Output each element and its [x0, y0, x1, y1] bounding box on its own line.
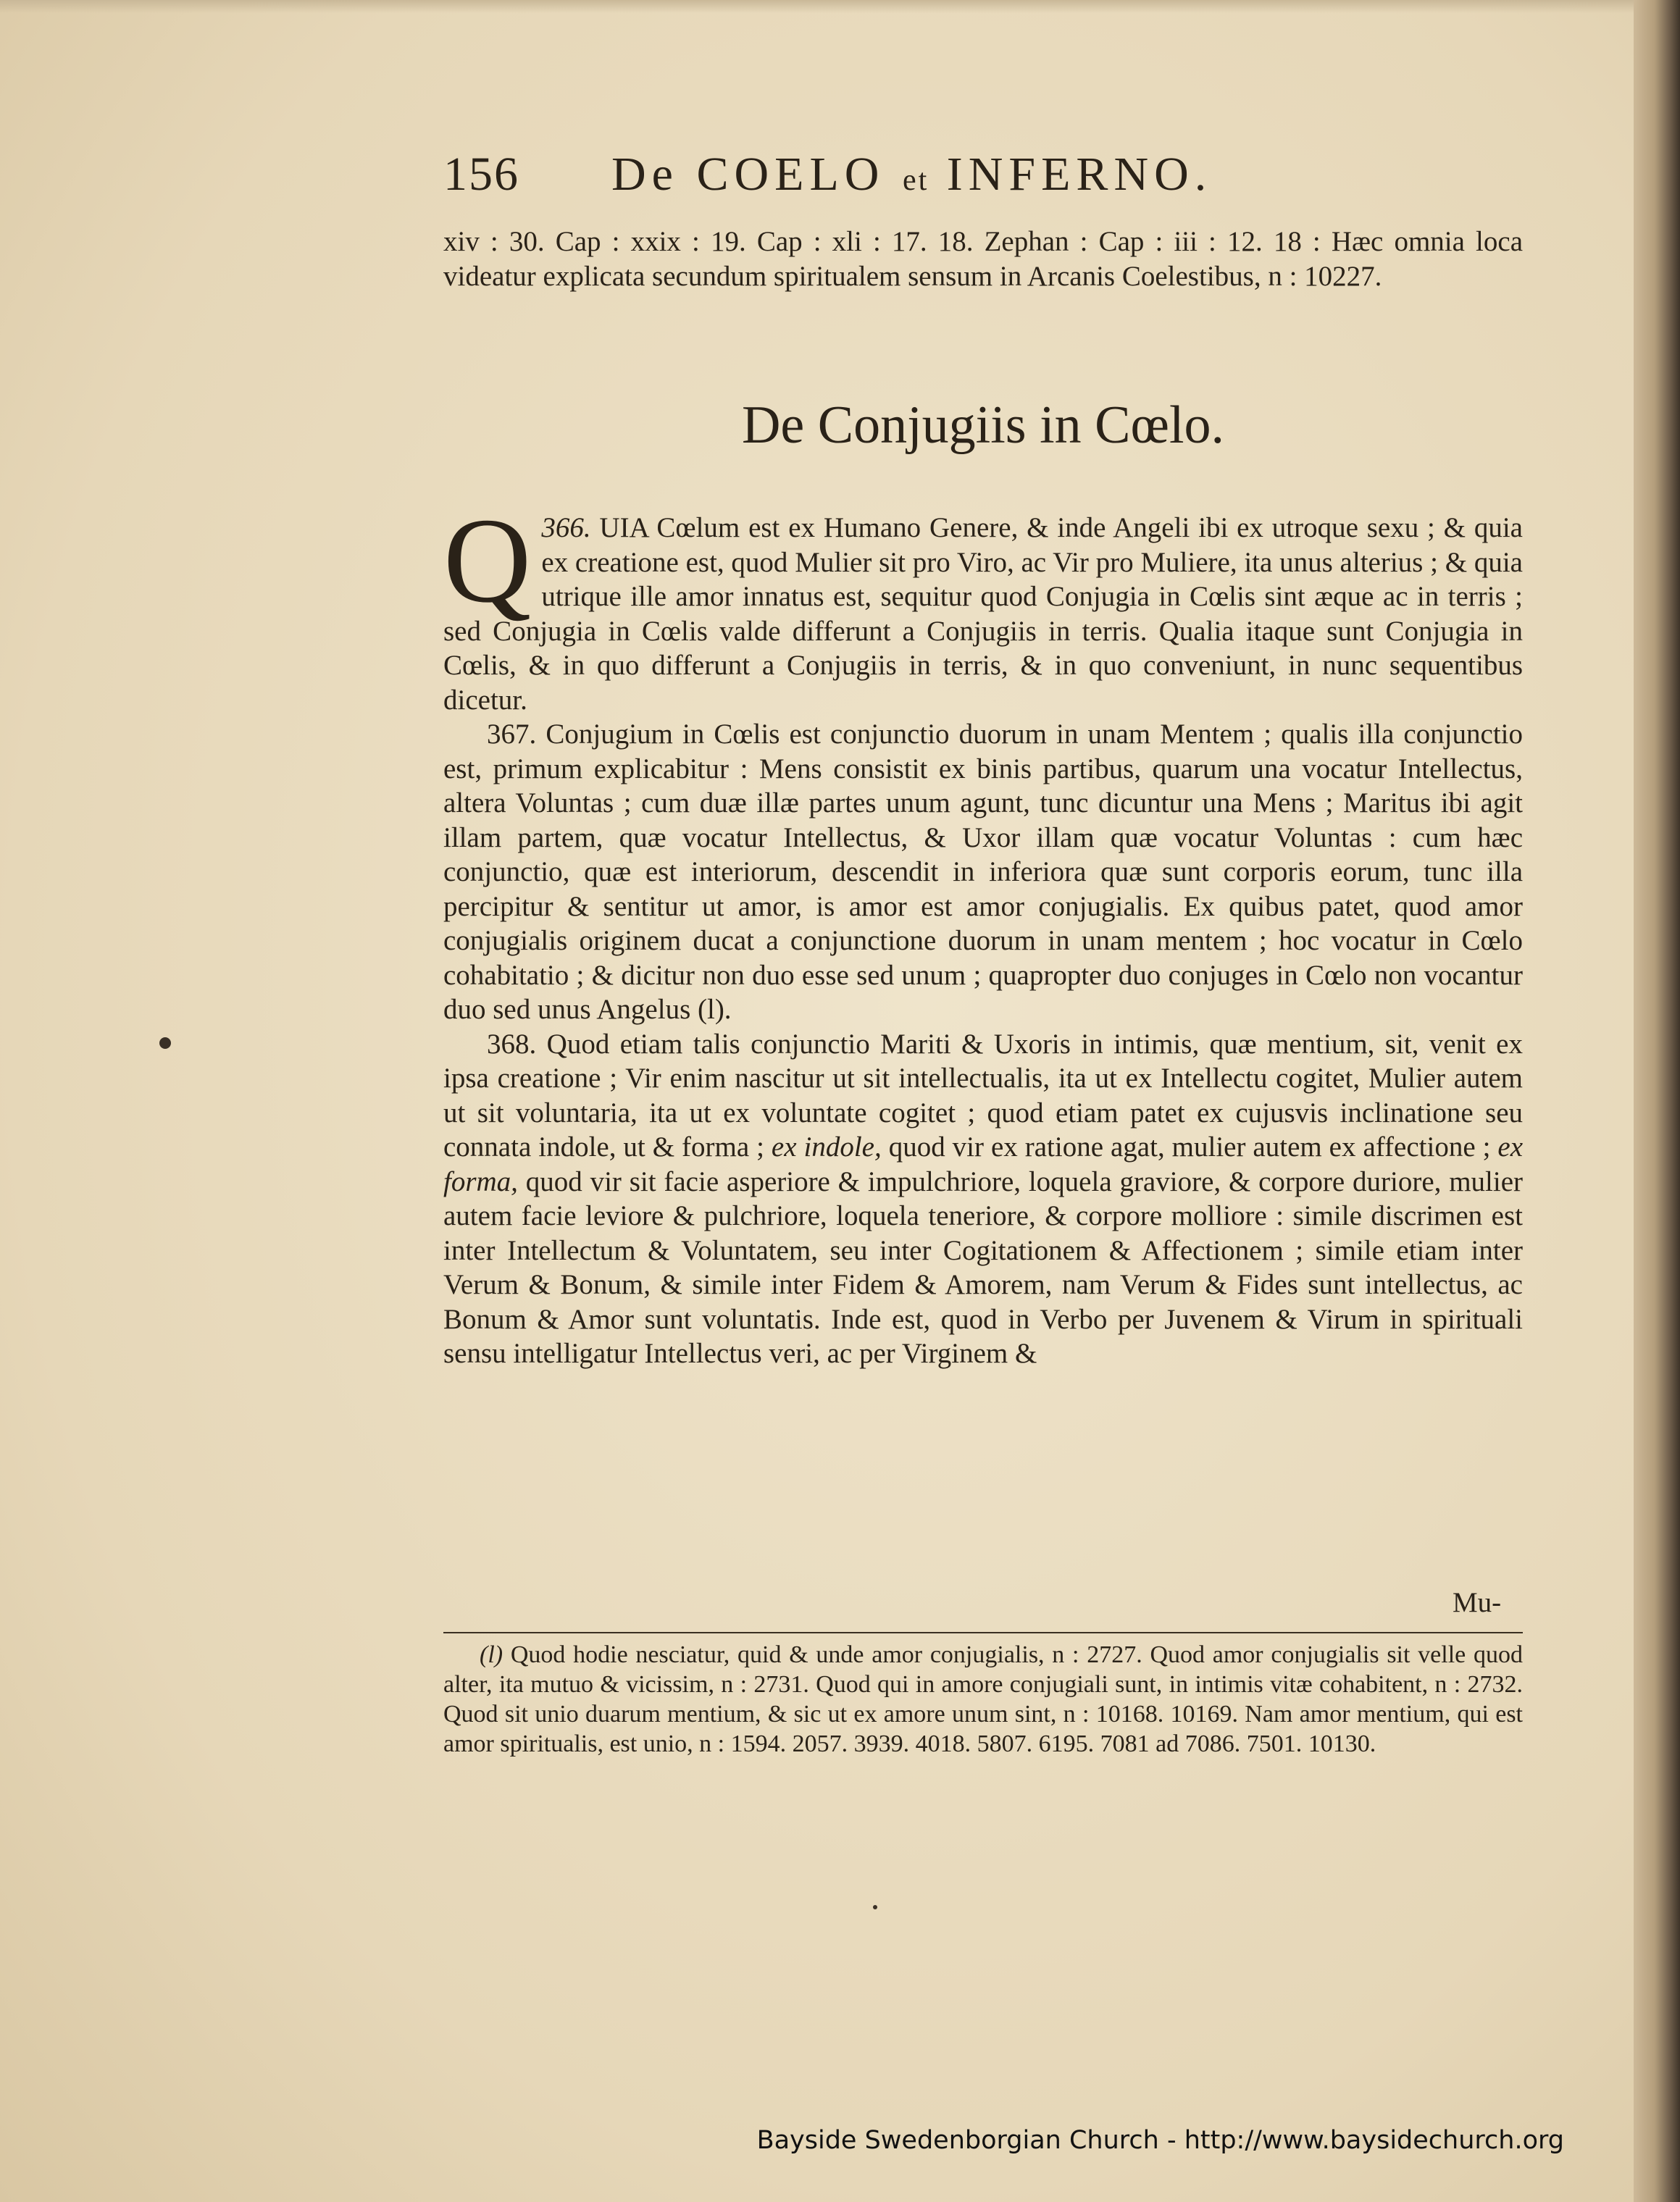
- page-top-edge: [0, 0, 1680, 13]
- paper-stain: [159, 1037, 171, 1049]
- watermark-credit: Bayside Swedenborgian Church - http://www.baysidechurch.org: [756, 2126, 1564, 2155]
- section-title: De Conjugiis in Cœlo.: [741, 395, 1225, 455]
- book-gutter-shadow: [1634, 0, 1680, 2202]
- paper-stain: [873, 1905, 877, 1909]
- running-title: [611, 147, 1212, 202]
- continuation-text: [443, 225, 1523, 293]
- footnote-paragraph: [443, 1640, 1523, 1759]
- italic-phrase: ex indole,: [771, 1131, 882, 1163]
- footnote-marker: (l): [480, 1641, 503, 1668]
- running-header: [443, 147, 1342, 202]
- paragraph-text: quod vir ex ratione agat, mulier autem ex affectione ;: [888, 1131, 1491, 1163]
- running-title-part: COELO: [696, 148, 885, 201]
- running-title-part: et: [902, 164, 929, 197]
- footnote-rule: [443, 1632, 1523, 1633]
- body-text: [443, 493, 1524, 1371]
- paragraph-366: [443, 493, 1523, 717]
- running-title-part: INFERNO.: [946, 148, 1213, 201]
- paragraph-number: 366.: [541, 512, 591, 543]
- paragraph-367: 367. Conjugium in Cœlis est conjunctio duorum in unam Mentem ; qualis illa conjunctio est, primum explicabitur : Mens consistit ex binis partibus, quarum una vocatur Intellectus, altera Voluntas ; cum duæ illæ partes unum agunt, tunc dicuntur una Mens ; Maritus ibi agit illam partem, quæ vocatur Intellectus, & Uxor illam quæ vocatur Voluntas : cum hæc conjunctio, quæ est interiorum, descendit in inferiora quæ sunt corporis eorum, tunc illa percipitur & sentitur ut amor, is amor est amor conjugialis. Ex quibus patet, quod amor conjugialis originem ducat a conjunctione duorum in unam mentem ; hoc vocatur in Cœlo cohabitatio ; & dicitur non duo esse sed unum ; quapropter duo conjuges in Cœlo non vocantur duo sed unus Angelus (l).: [443, 719, 1523, 1025]
- continuation-paragraph: xiv : 30. Cap : xxix : 19. Cap : xli : 17. 18. Zephan : Cap : iii : 12. 18 : Hæc omnia loca videatur explicata secundum spiritualem sensum in Arcanis Coelestibus, n : 10227.: [443, 226, 1523, 292]
- page-number: 156: [443, 148, 519, 201]
- paragraph-368: [443, 1027, 1523, 1371]
- paragraph-text: 368. Quod etiam talis conjunctio Mariti & Uxoris in intimis, quæ mentium, sit, venit ex ipsa creatione ; Vir enim nascitur ut sit intellectualis, ita ut ex Intellectu cogitet, Mulier autem ut sit voluntaria, ita ut ex voluntate cogitet ; quod etiam patet ex cujusvis inclinatione seu connata indole, ut & forma ;: [443, 1028, 1523, 1163]
- paragraph-text: quod vir sit facie asperiore & impulchriore, loquela graviore, & corpore duriore, mulier autem facie leviore & pulchriore, loquela teneriore, & corpore molliore : simile discrimen est inter Intellectum & Voluntatem, seu inter Cogitationem & Affectionem ; simile etiam inter Verum & Bonum, & simile inter Fidem & Amorem, nam Verum & Fides sunt intellectus, ac Bonum & Amor sunt voluntatis. Inde est, quod in Verbo per Juvenem & Virum in spirituali sensu intelligatur Intellectus veri, ac per Virginem &: [443, 1165, 1523, 1369]
- footnote-text: Quod hodie nesciatur, quid & unde amor conjugialis, n : 2727. Quod amor conjugialis sit velle quod alter, ita mutuo & vicissim, n : 2731. Quod qui in amore conjugiali sunt, in intimis vitæ cohabitent, n : 2732. Quod sit unio duarum mentium, & sic ut ex amore unum sint, n : 10168. 10169. Nam amor mentium, qui est amor spiritualis, est unio, n : 1594. 2057. 3939. 4018. 5807. 6195. 7081 ad 7086. 7501. 10130.: [443, 1641, 1524, 1757]
- drop-cap: Q: [443, 493, 532, 628]
- running-title-part: De: [611, 148, 679, 201]
- italic-phrase: ex forma,: [443, 1131, 1524, 1197]
- footnote: [443, 1640, 1523, 1759]
- catchword: Mu-: [1453, 1587, 1502, 1618]
- paragraph-text: UIA Cœlum est ex Humano Genere, & inde Angeli ibi ex utroque sexu ; & quia ex creatione est, quod Mulier sit pro Viro, ac Vir pro Muliere, ita unus alterius ; & quia utrique ille amor innatus est, sequitur quod Conjugia in Cœlis sint æque ac in terris ; sed Conjugia in Cœlis valde differunt a Conjugiis in terris. Qualia itaque sunt Conjugia in Cœlis, & in quo differunt a Conjugiis in terris, & in quo conveniunt, in nunc sequentibus dicetur.: [443, 512, 1523, 716]
